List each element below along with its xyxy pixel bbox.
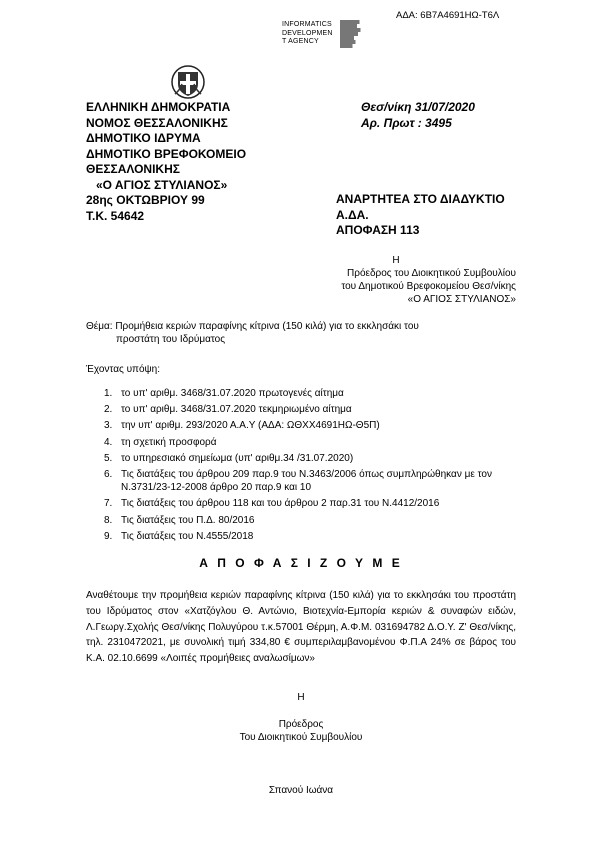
date-protocol-block	[361, 100, 475, 131]
ada-code-top: ΑΔΑ: 6Β7Α4691ΗΩ-Τ6Λ	[396, 10, 500, 21]
issuer-line: ΕΛΛΗΝΙΚΗ ΔΗΜΟΚΡΑΤΙΑ	[86, 100, 231, 114]
president-line: Πρόεδρος του Διοικητικού Συμβουλίου	[347, 268, 516, 279]
president-heading	[276, 254, 516, 306]
list-item	[104, 403, 522, 416]
document-date: Θεσ/νίκη 31/07/2020	[361, 100, 475, 114]
issuer-line: «Ο ΑΓΙΟΣ ΣΤΥΛΙΑΝΟΣ»	[96, 177, 228, 192]
list-item	[104, 530, 522, 543]
signature-title	[86, 718, 516, 744]
list-item	[104, 468, 522, 494]
stamp-line: INFORMATICS	[282, 21, 332, 28]
list-item	[104, 436, 522, 449]
list-text: Τις διατάξεις του άρθρου 118 και του άρθρου 2 παρ.31 του Ν.4412/2016	[121, 498, 440, 510]
issuer-line: ΘΕΣΣΑΛΟΝΙΚΗΣ	[86, 162, 180, 176]
considerations-list	[104, 387, 522, 546]
agency-logo-fineprint	[340, 20, 370, 50]
list-text: την υπ' αριθμ. 293/2020 Α.Α.Υ (ΑΔΑ: ΩΘΧΧ4691ΗΩ-Θ5Π)	[121, 420, 380, 432]
signature-body: Του Διοικητικού Συμβουλίου	[239, 732, 363, 743]
list-number: 6.	[104, 469, 113, 481]
list-text: Τις διατάξεις του άρθρου 209 παρ.9 του Ν.3463/2006 όπως συμπληρώθηκαν με τον Ν.3731/23-12-2008 άρθρο 20 παρ.9 και 10	[121, 469, 492, 494]
list-text: το υπ' αριθμ. 3468/31.07.2020 πρωτογενές αίτημα	[121, 388, 344, 399]
ada-label: Α.ΔΑ.	[336, 207, 369, 222]
president-article: Η	[392, 255, 400, 266]
list-text: τη σχετική προσφορά	[121, 436, 217, 448]
list-item	[104, 514, 522, 527]
signature-article: Η	[297, 692, 305, 703]
stamp-line: T AGENCY	[282, 38, 319, 46]
list-number: 9.	[104, 530, 113, 542]
issuer-address: 28ης ΟΚΤΩΒΡΙΟΥ 99	[86, 193, 205, 207]
list-text: το υπηρεσιακό σημείωμα (υπ' αριθμ.34 /31.07.2020)	[121, 452, 354, 464]
signatory-name: Σπανού Ιωάνα	[268, 785, 334, 796]
signature-role: Πρόεδρος	[278, 719, 324, 730]
issuer-line: ΔΗΜΟΤΙΚΟ ΒΡΕΦΟΚΟΜΕΙΟ	[86, 146, 247, 161]
list-number: 3.	[104, 420, 113, 432]
list-number: 1.	[104, 388, 113, 399]
list-number: 8.	[104, 514, 113, 526]
list-item	[104, 452, 522, 465]
list-number: 7.	[104, 498, 113, 510]
issuer-line: ΔΗΜΟΤΙΚΟ ΙΔΡΥΜΑ	[86, 131, 201, 145]
greek-coat-of-arms-icon	[170, 64, 206, 100]
list-item	[104, 387, 522, 400]
issuer-postcode: Τ.Κ. 54642	[86, 208, 145, 223]
considerations-heading: Έχοντας υπόψη:	[86, 364, 160, 375]
list-number: 2.	[104, 404, 113, 416]
post-online-notice: ΑΝΑΡΤΗΤΕΑ ΣΤΟ ΔΙΑΔΥΚΤΙΟ	[336, 192, 505, 206]
list-text: Τις διατάξεις του Ν.4555/2018	[121, 530, 254, 542]
posting-block	[336, 192, 505, 239]
protocol-number: Αρ. Πρωτ : 3495	[361, 115, 452, 130]
decision-number: ΑΠΟΦΑΣΗ 113	[336, 223, 420, 237]
president-line: «Ο ΑΓΙΟΣ ΣΤΥΛΙΑΝΟΣ»	[407, 294, 516, 305]
decision-body: Αναθέτουμε την προμήθεια κεριών παραφίνης κίτρινα (150 κιλά) για το εκκλησάκι του προστάτη του Ιδρύματος στον «Χατζόγλου Θ. Αντώνιο, Βιοτεχνία-Εμπορία κεριών & συναφών ειδών, Λ.Γεωργ.Σχολής Θεσ/νίκης Πολυγύρου τ.κ.57001 Θέρμη, Α.Φ.Μ. 031694782 Δ.Ο.Υ. Ζ' Θεσ/νίκης, τηλ. 2310472021, με συνολική τιμή 334,80 € συμπεριλαμβανομένου Φ.Π.Α 24% σε βάρος του Κ.Α. 02.10.6699 «Λοιπές προμήθειες αναλωσίμων»	[86, 590, 516, 665]
list-item	[104, 419, 522, 432]
list-text: Τις διατάξεις του Π.Δ. 80/2016	[121, 514, 255, 526]
list-number: 5.	[104, 452, 113, 464]
decision-heading: Α Π Ο Φ Α Σ Ι Ζ Ο Υ Μ Ε	[199, 556, 403, 570]
subject-line: Θέμα: Προμήθεια κεριών παραφίνης κίτρινα (150 κιλά) για το εκκλησάκι του	[86, 321, 419, 332]
list-item	[104, 497, 522, 510]
issuer-block	[86, 100, 246, 224]
president-line: του Δημοτικού Βρεφοκομείου Θεσ/νίκης	[341, 281, 516, 292]
issuer-line: ΝΟΜΟΣ ΘΕΣΣΑΛΟΝΙΚΗΣ	[86, 115, 228, 130]
list-number: 4.	[104, 436, 113, 448]
stamp-line: DEVELOPMEN	[282, 29, 333, 37]
subject-line: προστάτη του Ιδρύματος	[116, 334, 226, 345]
list-text: το υπ' αριθμ. 3468/31.07.2020 τεκμηριωμένο αίτημα	[121, 404, 352, 416]
informatics-stamp	[282, 21, 333, 47]
subject	[86, 320, 516, 346]
